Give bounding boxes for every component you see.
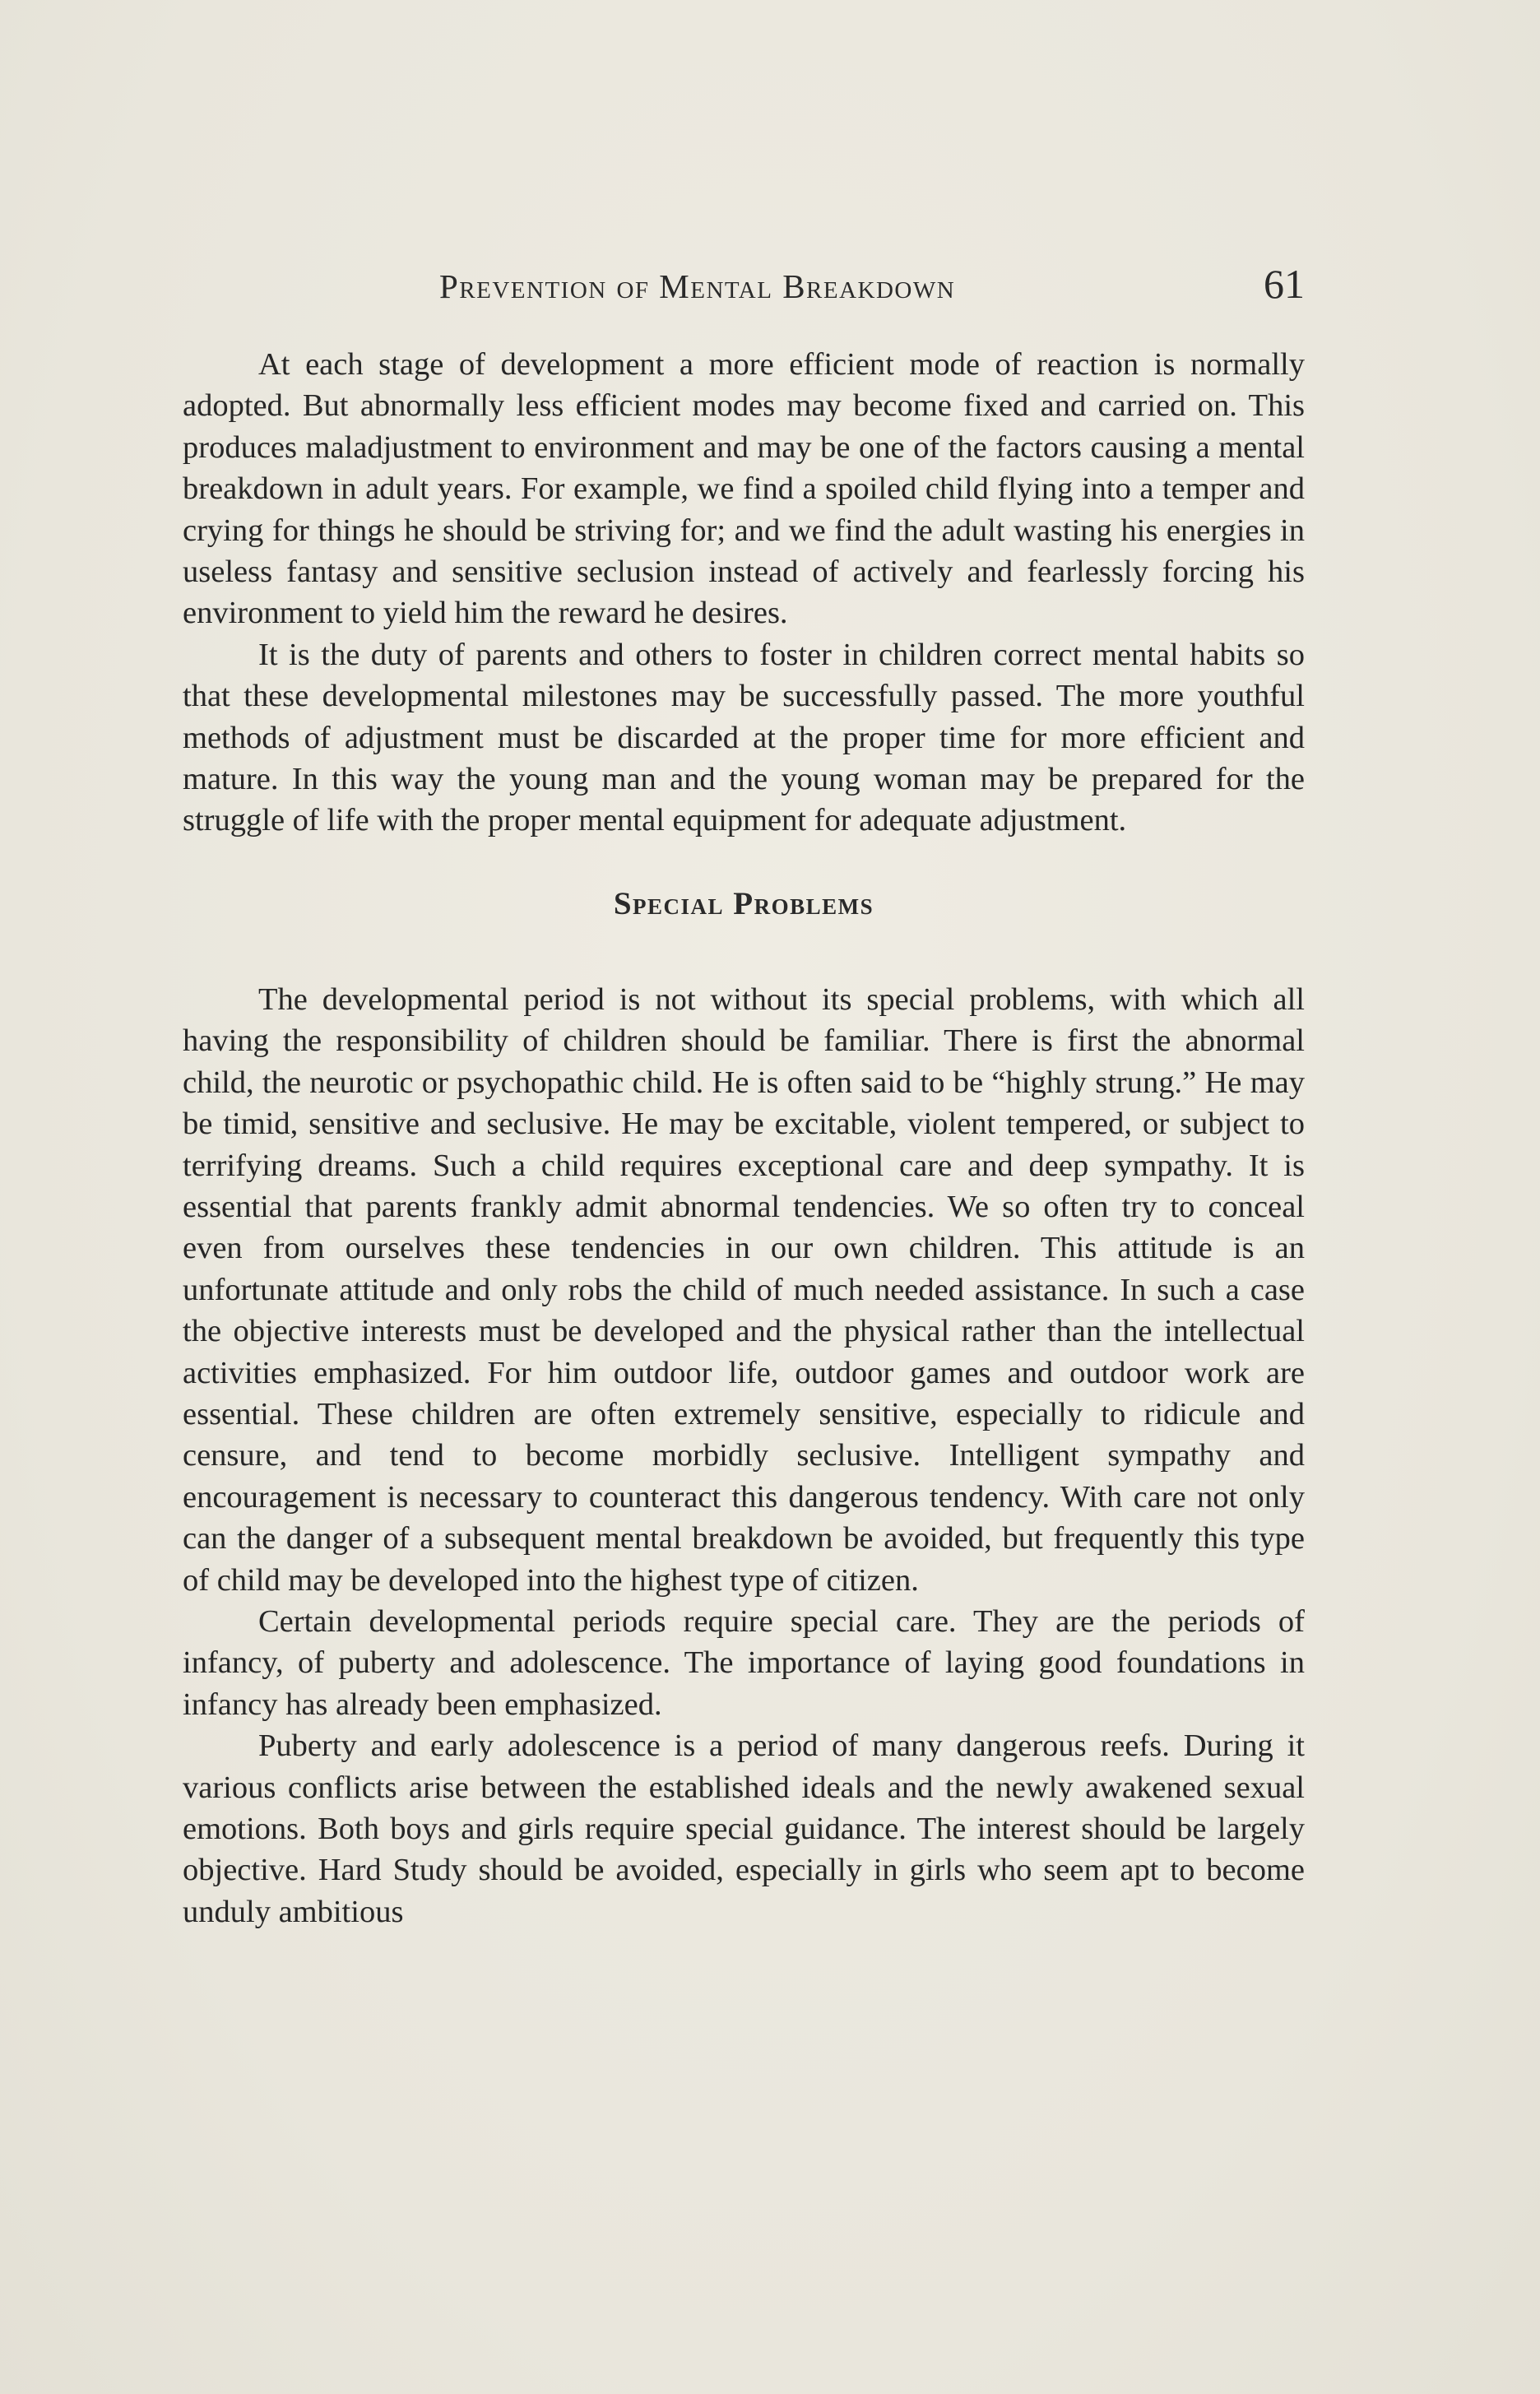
section-heading: Special Problems — [613, 885, 874, 921]
paragraph: Puberty and early adolescence is a period of many dangerous reefs. During it various conflicts arise between the established ideals and the newly awakened sexual emotions. Both boys and girls require special guidance. The interest should be largely objective. Hard Study should be avoided, especially in girls who seem apt to become unduly ambitious — [183, 1728, 1305, 1929]
paragraph: It is the duty of parents and others to foster in children correct mental habits so that these developmental milestones may be successfully passed. The more youthful methods of adjustment must be discarded at the proper time for more efficient and mature. In this way the young man and the young woman may be prepared for the struggle of life with the proper mental equipment for adequate adjustment. — [183, 637, 1305, 838]
running-head: Prevention of Mental Breakdown — [439, 267, 956, 305]
page-header — [183, 260, 1305, 309]
spacer — [183, 966, 1305, 979]
paragraph: The developmental period is not without its special problems, with which all having the responsibility of children should be familiar. There is first the abnormal child, the neurotic or psychopathic child. He is often said to be “highly strung.” He may be timid, sensitive and seclusive. He may be excitable, violent tempered, or subject to terrifying dreams. Such a child requires exceptional care and deep sympathy. It is essential that parents frankly admit abnormal tendencies. We so often try to conceal even from ourselves these tendencies in our own children. This attitude is an unfortunate attitude and only robs the child of much needed assistance. In such a case the objective interests must be developed and the physical rather than the intellectual activities emphasized. For him outdoor life, outdoor games and outdoor work are essential. These children are often extremely sensitive, especially to ridicule and censure, and tend to become morbidly seclusive. Intelligent sympathy and encouragement is necessary to counteract this dangerous tendency. With care not only can the danger of a subsequent mental breakdown be avoided, but frequently this type of child may be developed into the highest type of citizen. — [183, 981, 1305, 1598]
paragraph: At each stage of development a more efficient mode of reaction is normally adopted. But abnormally less efficient modes may become fixed and carried on. This produces maladjustment to environment and may be one of the factors causing a mental breakdown in adult years. For example, we find a spoiled child flying into a temper and crying for things he should be striving for; and we find the adult wasting his energies in useless fantasy and sensitive seclusion instead of actively and fearlessly forcing his environment to yield him the reward he desires. — [183, 347, 1305, 631]
paragraph: Certain developmental periods require special care. They are the periods of infancy, of puberty and adolescence. The importance of laying good foundations in infancy has already been emphasized. — [183, 1603, 1305, 1722]
page-number: 61 — [1264, 261, 1305, 307]
body-text — [183, 344, 1305, 1932]
